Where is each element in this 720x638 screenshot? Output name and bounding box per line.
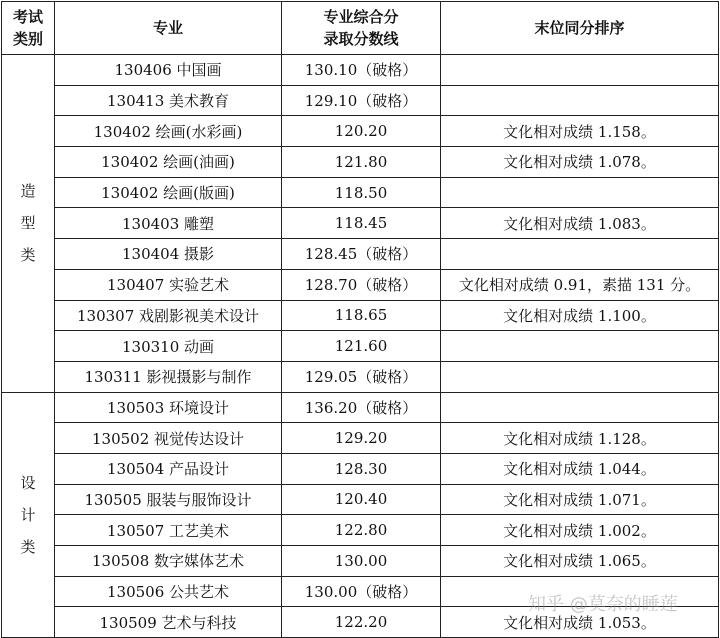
category-char: 计 (20, 505, 36, 524)
score-cell: 120.40 (282, 484, 441, 515)
table-row (2, 239, 719, 270)
score-cell: 129.10（破格） (282, 85, 441, 116)
table-row (2, 116, 719, 147)
score-cell: 129.05（破格） (282, 361, 441, 392)
major-cell: 130508 数字媒体艺术 (55, 546, 282, 577)
score-cell: 136.20（破格） (282, 392, 441, 423)
tiebreak-cell (441, 85, 719, 116)
major-cell: 130406 中国画 (55, 55, 282, 86)
table-row (2, 300, 719, 331)
score-cell: 121.80 (282, 147, 441, 178)
major-cell: 130402 绘画(油画) (55, 147, 282, 178)
tiebreak-cell: 文化相对成绩 1.128。 (441, 423, 719, 454)
table-row (2, 85, 719, 116)
tiebreak-cell (441, 55, 719, 86)
major-cell: 130310 动画 (55, 331, 282, 362)
major-cell: 130504 产品设计 (55, 453, 282, 484)
table-row (2, 55, 719, 86)
major-cell: 130506 公共艺术 (55, 576, 282, 607)
table-row (2, 546, 719, 577)
score-cell: 120.20 (282, 116, 441, 147)
category-char: 类 (20, 537, 36, 556)
major-cell: 130402 绘画(版画) (55, 177, 282, 208)
tiebreak-cell: 文化相对成绩 1.083。 (441, 208, 719, 239)
header-score: 专业综合分 录取分数线 (282, 2, 441, 55)
tiebreak-cell: 文化相对成绩 1.158。 (441, 116, 719, 147)
score-cell: 128.30 (282, 453, 441, 484)
tiebreak-cell (441, 177, 719, 208)
category-cell (2, 392, 55, 638)
major-cell: 130507 工艺美术 (55, 515, 282, 546)
major-cell: 130505 服装与服饰设计 (55, 484, 282, 515)
major-cell: 130503 环境设计 (55, 392, 282, 423)
major-cell: 130402 绘画(水彩画) (55, 116, 282, 147)
tiebreak-cell: 文化相对成绩 1.065。 (441, 546, 719, 577)
tiebreak-cell (441, 361, 719, 392)
tiebreak-cell (441, 331, 719, 362)
tiebreak-cell: 文化相对成绩 1.044。 (441, 453, 719, 484)
header-tiebreak: 末位同分排序 (441, 2, 719, 55)
tiebreak-cell: 文化相对成绩 1.100。 (441, 300, 719, 331)
tiebreak-cell (441, 239, 719, 270)
score-cell: 130.00 (282, 546, 441, 577)
category-char: 类 (20, 246, 36, 265)
table-row (2, 361, 719, 392)
major-cell: 130311 影视摄影与制作 (55, 361, 282, 392)
header-row (2, 2, 719, 55)
tiebreak-cell: 文化相对成绩 1.053。 (441, 607, 719, 638)
score-cell: 118.65 (282, 300, 441, 331)
table-row (2, 269, 719, 300)
watermark: 知乎 @莫奈的睡莲 (528, 594, 678, 615)
score-cell: 122.20 (282, 607, 441, 638)
table-row (2, 331, 719, 362)
table-row (2, 515, 719, 546)
tiebreak-cell: 文化相对成绩 1.078。 (441, 147, 719, 178)
table-row (2, 453, 719, 484)
tiebreak-cell: 文化相对成绩 0.91，素描 131 分。 (441, 269, 719, 300)
score-cell: 128.45（破格） (282, 239, 441, 270)
major-cell: 130502 视觉传达设计 (55, 423, 282, 454)
score-cell: 130.10（破格） (282, 55, 441, 86)
header-category: 考试 类别 (2, 2, 55, 55)
score-cell: 130.00（破格） (282, 576, 441, 607)
category-char: 型 (20, 214, 36, 233)
score-cell: 122.80 (282, 515, 441, 546)
score-cell: 121.60 (282, 331, 441, 362)
header-major: 专业 (55, 2, 282, 55)
tiebreak-cell: 文化相对成绩 1.071。 (441, 484, 719, 515)
table-row (2, 392, 719, 423)
major-cell: 130403 雕塑 (55, 208, 282, 239)
table-row (2, 177, 719, 208)
table-row (2, 423, 719, 454)
score-cell: 118.50 (282, 177, 441, 208)
major-cell: 130509 艺术与科技 (55, 607, 282, 638)
major-cell: 130307 戏剧影视美术设计 (55, 300, 282, 331)
admission-score-table (1, 1, 719, 638)
score-cell: 129.20 (282, 423, 441, 454)
table-row (2, 484, 719, 515)
tiebreak-cell (441, 392, 719, 423)
major-cell: 130407 实验艺术 (55, 269, 282, 300)
tiebreak-cell: 文化相对成绩 1.002。 (441, 515, 719, 546)
major-cell: 130413 美术教育 (55, 85, 282, 116)
table-row (2, 208, 719, 239)
table-row (2, 147, 719, 178)
score-cell: 118.45 (282, 208, 441, 239)
category-cell (2, 55, 55, 393)
category-char: 设 (20, 473, 36, 492)
score-cell: 128.70（破格） (282, 269, 441, 300)
category-char: 造 (20, 182, 36, 201)
major-cell: 130404 摄影 (55, 239, 282, 270)
